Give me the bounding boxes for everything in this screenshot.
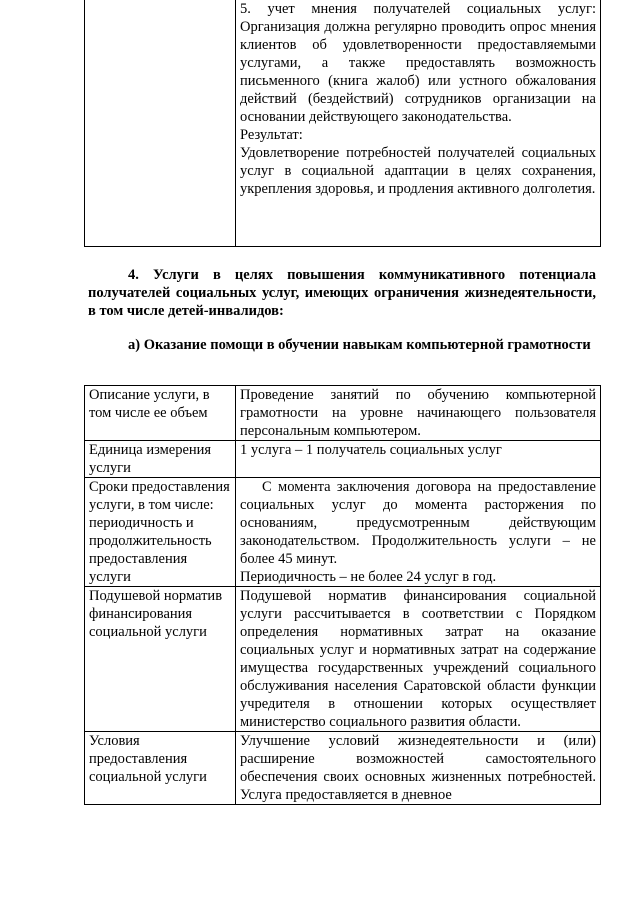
table-row (85, 587, 601, 732)
row-value (236, 732, 601, 805)
row-value (236, 478, 601, 587)
table-row (85, 732, 601, 805)
empty-cell (85, 0, 236, 247)
row-label: Единица измерения услуги (85, 441, 236, 478)
row-value (236, 587, 601, 732)
text-line: С момента заключения договора на предоставление социальных услуг до момента расторжения по основаниям, предусмотренным действующим законодательством. Продолжительность услуги – не более 45 минут. (240, 479, 596, 567)
text-line: 5. учет мнения получателей социальных услуг: Организация должна регулярно проводить опрос мнения клиентов об удовлетворенности предоставляемыми услугами, а также предоставлять возможность письменного (книга жалоб) или устного обжалования действий (бездействий) сотрудников организации на основании действующего законодательства. (240, 1, 596, 125)
table-row (85, 441, 601, 478)
table-row (85, 386, 601, 441)
table-row (85, 478, 601, 587)
section-heading: 4. Услуги в целях повышения коммуникативного потенциала получателей социальных услуг, имеющих ограничения жизнедеятельности, в том числе детей-инвалидов: (88, 267, 596, 319)
text-line: Подушевой норматив финансирования социальной услуги рассчитывается в соответствии с Порядком определения нормативных затрат на оказание социальных услуг и нормативных затрат на содержание имущества государственных учреждений социального обслуживания населения Саратовской области функции учредителя в отношении которых осуществляет министерство социального развития области. (240, 588, 596, 730)
text-line: Проведение занятий по обучению компьютерной грамотности на уровне начинающего пользователя персональным компьютером. (240, 387, 596, 439)
continued-table (84, 0, 601, 247)
table-cell (236, 0, 601, 247)
row-value (236, 386, 601, 441)
text-line: Удовлетворение потребностей получателей социальных услуг в социальной адаптации в целях сохранения, укрепления здоровья, и продления активного долголетия. (240, 145, 596, 197)
row-value (236, 441, 601, 478)
text-line: Периодичность – не более 24 услуг в год. (240, 569, 497, 585)
row-label: Описание услуги, в том числе ее объем (85, 386, 236, 441)
service-table (84, 385, 601, 805)
table-row (85, 0, 601, 247)
row-label: Условия предоставления социальной услуги (85, 732, 236, 805)
row-label: Подушевой норматив финансирования социальной услуги (85, 587, 236, 732)
row-label: Сроки предоставления услуги, в том числе: периодичность и продолжительность предоставления услуги (85, 478, 236, 587)
subsection-heading: а) Оказание помощи в обучении навыкам компьютерной грамотности (128, 337, 591, 353)
text-line: Улучшение условий жизнедеятельности и (или) расширение возможностей самостоятельного обеспечения своих основных жизненных потребностей. Услуга предоставляется в дневное (240, 733, 596, 803)
text-line: 1 услуга – 1 получатель социальных услуг (240, 442, 502, 458)
text-line: Результат: (240, 127, 303, 143)
